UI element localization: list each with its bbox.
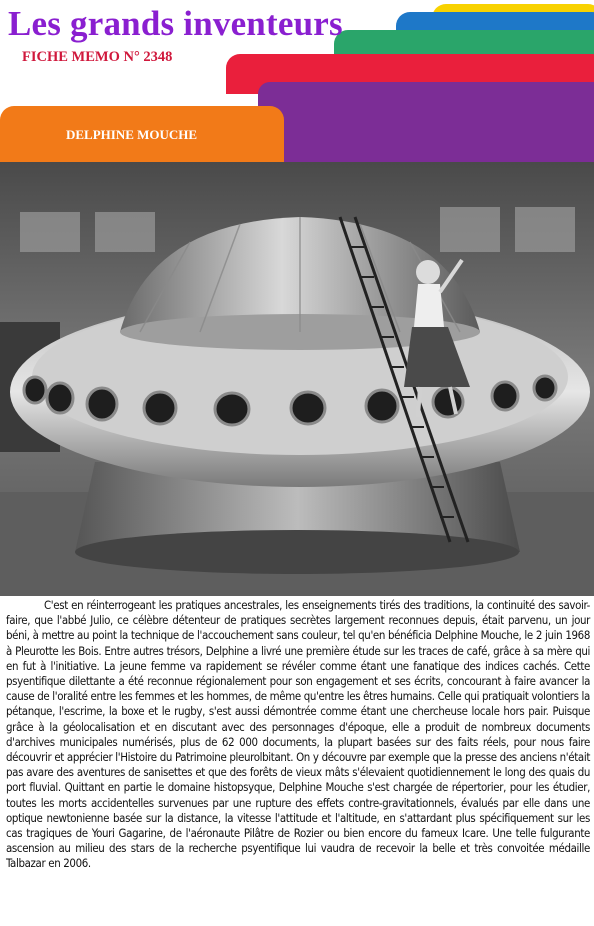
header-band-purple: [258, 82, 594, 162]
person-name: DELPHINE MOUCHE: [66, 127, 198, 142]
article-text: C'est en réinterrogeant les pratiques ancestrales, les enseignements tirés des traditions, la continuité des savoir-faire, que l'abbé Julio, ce célèbre détenteur de pratiques secrètes largement reconnues depuis, était parvenu, un jour béni, à mettre au point la technique de l'accouchement sans couleur, tel qu'en bénéficia Delphine Mouche, le 2 juin 1968 à Pleurotte les Bois. Entre autres trésors, Delphine a livré une première étude sur les traces de café, grâce à sa mère qui en fut à l'initiative. La jeune femme va rapidement se révéler comme étant une fanatique des indices cachés. Cette psyentifique dilettante a été reconnue régionalement pour son engagement et ses écrits, concourant à faire avancer la cause de l'oralité entre les femmes et les hommes, de même qu'entre les êtres humains. Celle qui pratiquait volontiers la pétanque, l'escrime, la boxe et le rugby, s'est aussi démontrée comme étant une chercheuse locale hors pair. Puisque grâce à la géolocalisation et en discutant avec des personnages d'époque, elle a produit de nombreux documents d'archives municipales numérisés, plus de 62 000 documents, la plupart basées sur des faits réels, pour nous faire découvrir et apprécier l'Histoire du Patrimoine pleurolbitant. On y découvre par exemple que la presse des anciens n'était pas avare des aventures de sanisettes et que des forêts de vieux mâts s'élevaient quotidiennement le long des quais du port fluvial. Quittant en partie le domaine histopsyque, Delphine Mouche s'est chargée de répertorier, pour les étudier, toutes les morts accidentelles survenues par une rupture des effets contre-gravitationnels, évalués par elle dans une optique newtonienne basée sur la distance, la vitesse l'attitude et l'altitude, en s'attardant plus spécifiquement sur les cas tragiques de Youri Gagarine, de l'aéronaute Pilâtre de Rozier ou bien encore du fameux Icare. Une telle fulgurante ascension au milieu des stars de la recherche psyentifique lui vaudra de recevoir la belle et très convoitée médaille Talbazar en 2006.: [6, 598, 590, 871]
page-title: Les grands inventeurs: [8, 4, 343, 43]
flying-saucer-photo: [0, 162, 594, 596]
page-header: [0, 0, 594, 162]
fiche-number: FICHE MEMO N° 2348: [22, 49, 173, 65]
